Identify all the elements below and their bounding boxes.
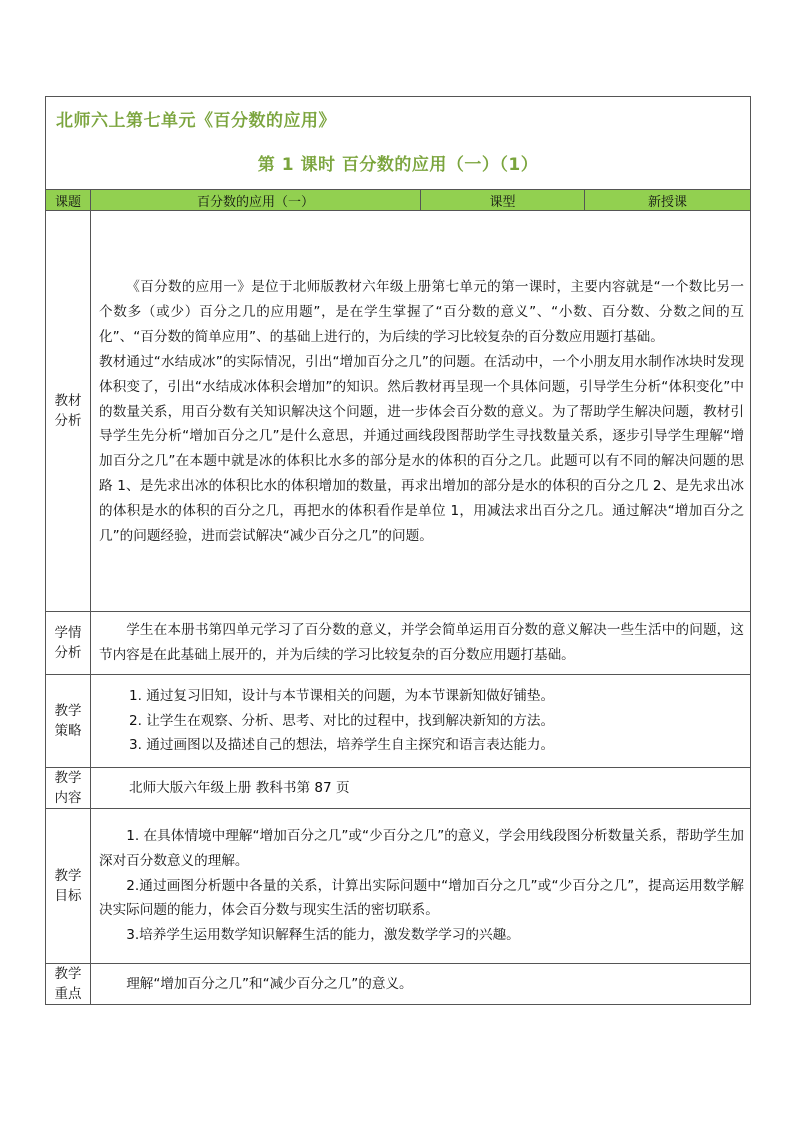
textbook-analysis-paragraph-2: 教材通过“水结成冰”的实际情况，引出“增加百分之几”的问题。在活动中，一个小朋友用水制作冰块时发现体积变了，引出“水结成冰体积会增加”的知识。然后教材再呈现一个具体问题，引导学生分析“体积变化”中的数量关系，用百分数有关知识解决这个问题，进一步体会百分数的意义。为了帮助学生解决问题，教材引导学生先分析“增加百分之几”是什么意思，并通过画线段图帮助学生寻找数量关系，逐步引导学生理解“增加百分之几”在本题中就是冰的体积比水多的部分是水的体积的百分之几。此题可以有不同的解决问题的思路 1、是先求出冰的体积比水的体积增加的数量，再求出增加的部分是水的体积的百分之几 2、是先求出冰的体积是水的体积的百分之几，再把水的体积看作是单位 1，用减法求出百分之几。通过解决“增加百分之几”的问题经验，进而尝试解决“减少百分之几”的问题。	[99, 353, 744, 545]
lesson-plan-table	[45, 96, 751, 1005]
teaching-content-content	[91, 768, 751, 809]
teaching-key-row	[46, 964, 751, 1005]
header-topic-label: 课题	[46, 190, 91, 211]
header-type-label: 课型	[421, 190, 585, 211]
teaching-strategy-content	[91, 675, 751, 768]
goal-item: 1. 在具体情境中理解“增加百分之几”或“少百分之几”的意义，学会用线段图分析数量关系，帮助学生加深对百分数意义的理解。	[99, 827, 744, 869]
teaching-goals-row	[46, 809, 751, 964]
textbook-analysis-paragraph-1: 《百分数的应用一》是位于北师版教材六年级上册第七单元的第一课时，主要内容就是“一个数比另一个数多（或少）百分之几的应用题”，是在学生掌握了“百分数的意义”、“小数、百分数、分数之间的互化”、“百分数的简单应用”、的基础上进行的，为后续的学习比较复杂的百分数应用题打基础。	[99, 279, 744, 345]
teaching-strategy-label: 教学 策略	[46, 675, 91, 768]
student-analysis-paragraph: 学生在本册书第四单元学习了百分数的意义，并学会简单运用百分数的意义解决一些生活中的问题，这节内容是在此基础上展开的，并为后续的学习比较复杂的百分数应用题打基础。	[99, 622, 744, 663]
header-topic-value: 百分数的应用（一）	[91, 190, 421, 211]
textbook-analysis-content	[91, 211, 751, 612]
goal-item: 3.培养学生运用数学知识解释生活的能力，激发数学学习的兴趣。	[126, 927, 520, 944]
teaching-goals-label: 教学 目标	[46, 809, 91, 964]
title-cell	[46, 97, 751, 190]
textbook-analysis-label: 教材 分析	[46, 211, 91, 612]
student-analysis-label: 学情 分析	[46, 612, 91, 675]
teaching-key-label: 教学 重点	[46, 964, 91, 1005]
goal-item: 2.通过画图分析题中各量的关系，计算出实际问题中“增加百分之几”或“少百分之几”，提高运用数学解决实际问题的能力，体会百分数与现实生活的密切联系。	[99, 877, 744, 919]
strategy-item: 3. 通过画图以及描述自己的想法，培养学生自主探究和语言表达能力。	[129, 737, 555, 754]
teaching-key-text: 理解“增加百分之几”和“减少百分之几”的意义。	[126, 975, 413, 992]
teaching-content-label: 教学 内容	[46, 768, 91, 809]
title-row	[46, 97, 751, 190]
strategy-item: 2. 让学生在观察、分析、思考、对比的过程中，找到解决新知的方法。	[129, 712, 555, 729]
header-row	[46, 190, 751, 211]
teaching-key-content	[91, 964, 751, 1005]
teaching-content-row	[46, 768, 751, 809]
student-analysis-row	[46, 612, 751, 675]
textbook-analysis-row	[46, 211, 751, 612]
student-analysis-content	[91, 612, 751, 675]
lesson-title: 第 1 课时 百分数的应用（一）（1）	[257, 155, 539, 175]
teaching-strategy-row	[46, 675, 751, 768]
lesson-plan-sheet	[45, 96, 750, 1005]
strategy-item: 1. 通过复习旧知，设计与本节课相关的问题，为本节课新知做好铺垫。	[129, 687, 555, 704]
unit-title: 北师六上第七单元《百分数的应用》	[56, 111, 336, 131]
teaching-content-text: 北师大版六年级上册 教科书第 87 页	[129, 779, 350, 796]
header-type-value: 新授课	[585, 190, 751, 211]
teaching-goals-content	[91, 809, 751, 964]
